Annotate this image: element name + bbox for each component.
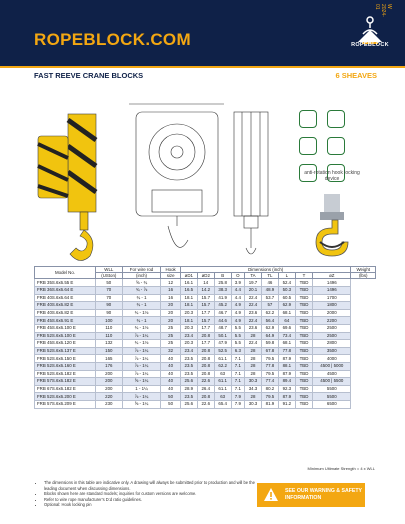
col-wll: WLL	[96, 267, 123, 273]
table-cell: 6.3	[231, 347, 244, 355]
table-cell: 53.7	[261, 294, 278, 302]
table-cell: 28	[245, 393, 262, 401]
table-cell: TBD	[295, 287, 312, 295]
table-cell: 4500 | 5000	[313, 362, 351, 370]
table-cell: TBD	[295, 378, 312, 386]
table-cell: 18.1	[180, 294, 197, 302]
table-cell: TBD	[295, 317, 312, 325]
table-cell: 23.5	[180, 370, 197, 378]
table-cell: ⅝ - 1¼	[122, 378, 161, 386]
table-cell: 22.4	[245, 340, 262, 348]
model-cell: FRB 52S.6x6.182 E	[35, 370, 96, 378]
table-cell: 23.5	[180, 393, 197, 401]
table-cell: 67.8	[261, 347, 278, 355]
table-cell: 14	[197, 279, 214, 287]
sheave-icon	[327, 137, 345, 155]
table-cell: 6500	[313, 400, 351, 408]
table-cell: 4.9	[231, 317, 244, 325]
table-cell: TBD	[295, 279, 312, 287]
table-cell: 63	[214, 370, 231, 378]
table-cell: 2200	[313, 317, 351, 325]
table-cell: TBD	[295, 393, 312, 401]
table-cell: 46.7	[214, 309, 231, 317]
table-cell: 79.5	[261, 355, 278, 363]
table-cell: 2500	[313, 332, 351, 340]
table-cell: 4.9	[231, 309, 244, 317]
table-cell: 110	[96, 332, 123, 340]
table-cell: 87.9	[278, 355, 295, 363]
document-code: W 2024-01	[374, 4, 392, 17]
table-cell: 20	[161, 302, 180, 310]
table-cell: 45.2	[214, 302, 231, 310]
table-cell: 70	[96, 287, 123, 295]
rope-icon	[327, 110, 345, 128]
table-cell: 50.1	[214, 332, 231, 340]
table-cell: 17.7	[197, 324, 214, 332]
table-cell: 40	[161, 385, 180, 393]
col-wire: For wire rod	[122, 267, 161, 273]
table-cell: TBD	[295, 400, 312, 408]
table-cell: 1496	[313, 287, 351, 295]
table-cell: 4500 | 5500	[313, 378, 351, 386]
table-cell: 20.8	[197, 393, 214, 401]
table-row	[35, 355, 376, 363]
table-cell: ¾ - ⅞	[122, 287, 161, 295]
table-cell: 70	[96, 294, 123, 302]
table-cell: 22.4	[245, 317, 262, 325]
table-cell: TBD	[295, 302, 312, 310]
footnote: • Refer to wire rope manufacturer's D:d ratio guidelines.	[44, 497, 259, 503]
model-cell: FRB 67S.6x6.182 E	[35, 385, 96, 393]
table-cell: 61.1	[214, 378, 231, 386]
table-cell: TBD	[295, 332, 312, 340]
end-view	[234, 112, 268, 254]
table-row	[35, 370, 376, 378]
table-cell: 200	[96, 370, 123, 378]
locking-hook-image	[298, 194, 366, 260]
table-cell: 57	[261, 302, 278, 310]
footnote: • The dimensions in this table are indicative only. A drawing will always be submitted prior to production and will be the leading document when discussing dimensions.	[44, 480, 259, 491]
table-cell: 60.5	[278, 294, 295, 302]
table-cell: 5.5	[231, 340, 244, 348]
table-cell: 25	[161, 332, 180, 340]
table-row	[35, 332, 376, 340]
table-cell: 230	[96, 400, 123, 408]
table-cell: 25.8	[214, 279, 231, 287]
table-cell: 7.1	[231, 385, 244, 393]
warning-icon	[263, 487, 279, 503]
table-cell: 176	[96, 362, 123, 370]
table-cell: 20.3	[180, 309, 197, 317]
table-cell: TBD	[295, 362, 312, 370]
front-view	[38, 114, 96, 261]
col-weight-unit: (lbs)	[351, 273, 376, 279]
table-cell: ⅞ - 1¼	[122, 347, 161, 355]
table-cell: 59.8	[261, 340, 278, 348]
table-row	[35, 347, 376, 355]
table-row	[35, 324, 376, 332]
table-cell: 68.1	[278, 309, 295, 317]
table-cell: 64	[278, 317, 295, 325]
table-cell: 30.3	[245, 400, 262, 408]
table-cell: 3500	[313, 347, 351, 355]
model-cell: FRB 40S.6x6.82 E	[35, 309, 96, 317]
table-cell: 150	[96, 347, 123, 355]
model-cell: FRB 40S.6x6.82 E	[35, 302, 96, 310]
table-cell: 40	[161, 355, 180, 363]
table-cell: 5.5	[231, 324, 244, 332]
col-wll-unit: (USton)	[96, 273, 123, 279]
col-hook: Hook	[161, 267, 180, 273]
table-cell: 61.1	[214, 385, 231, 393]
table-cell: 25.6	[180, 378, 197, 386]
table-cell: TBD	[295, 294, 312, 302]
table-cell: 220	[96, 393, 123, 401]
table-cell: 88.1	[278, 362, 295, 370]
table-cell: TBD	[295, 309, 312, 317]
table-cell: 22.6	[197, 378, 214, 386]
table-cell: 5500	[313, 393, 351, 401]
table-cell: 62.9	[261, 324, 278, 332]
table-cell: ⅞ - 1¼	[122, 355, 161, 363]
strength-note: Minimum Ultimate Strength = 4 x WLL	[307, 466, 375, 471]
table-cell: 4000	[313, 355, 351, 363]
table-cell: 5.5	[231, 332, 244, 340]
dim-header: L	[278, 273, 295, 279]
table-cell: ⅞ - 1¼	[122, 370, 161, 378]
table-cell: 7.1	[231, 362, 244, 370]
table-cell: 7.1	[231, 370, 244, 378]
table-cell: 5500	[313, 385, 351, 393]
table-cell: 110	[96, 324, 123, 332]
table-cell: ⅞ - 1¼	[122, 332, 161, 340]
model-cell: FRB 52S.6x6.150 E	[35, 355, 96, 363]
table-cell: 77.8	[278, 347, 295, 355]
table-cell: TBD	[295, 370, 312, 378]
specifications-table	[34, 266, 376, 409]
col-weight: Weight	[351, 267, 376, 273]
table-row	[35, 279, 376, 287]
col-wire-unit: (inch)	[122, 273, 161, 279]
model-cell: FRB 45S.6x6.91 E	[35, 317, 96, 325]
table-cell: 61.1	[214, 355, 231, 363]
model-cell: FRB 52S.6x6.100 E	[35, 332, 96, 340]
table-cell: 28	[245, 332, 262, 340]
table-cell: 23.5	[180, 355, 197, 363]
table-cell: 2800	[313, 340, 351, 348]
table-cell: 22.4	[245, 302, 262, 310]
table-cell: 62.9	[278, 302, 295, 310]
table-cell: 40	[161, 370, 180, 378]
table-cell: 1800	[313, 302, 351, 310]
table-row	[35, 340, 376, 348]
table-cell: 1700	[313, 294, 351, 302]
table-cell: 30.3	[245, 378, 262, 386]
dim-header: TL	[261, 273, 278, 279]
table-cell: 7.1	[231, 378, 244, 386]
table-cell: 69.6	[278, 324, 295, 332]
table-cell: 17.7	[197, 340, 214, 348]
table-cell: 20.8	[197, 347, 214, 355]
col-hook-unit: size	[161, 273, 180, 279]
table-cell: 50	[161, 393, 180, 401]
table-row	[35, 362, 376, 370]
table-cell: 52.4	[278, 279, 295, 287]
model-cell: FRB 52S.6x6.200 E	[35, 393, 96, 401]
table-cell: 1 - 1¼	[122, 385, 161, 393]
table-cell: 16	[161, 294, 180, 302]
table-cell: 18.1	[180, 317, 197, 325]
table-cell: TBD	[295, 355, 312, 363]
logo-text: ROPEBLOCK	[351, 42, 389, 48]
table-cell: 20.8	[197, 355, 214, 363]
table-cell: 132	[96, 340, 123, 348]
table-cell: 16	[161, 287, 180, 295]
footnotes-list	[38, 480, 259, 508]
table-cell: 23.5	[180, 362, 197, 370]
table-cell: TBD	[295, 385, 312, 393]
model-cell: FRB 52S.6x6.160 E	[35, 362, 96, 370]
table-cell: 56.4	[261, 317, 278, 325]
table-cell: 77.8	[261, 362, 278, 370]
table-cell: ¾ - 1⅛	[122, 309, 161, 317]
dim-header: TA	[245, 273, 262, 279]
table-row	[35, 302, 376, 310]
table-cell: 44.6	[214, 317, 231, 325]
table-cell: 16.5	[180, 287, 197, 295]
table-cell: 38.3	[214, 287, 231, 295]
table-cell: ⅞ - 1¼	[122, 393, 161, 401]
table-cell: 77.4	[261, 378, 278, 386]
dim-header: T	[295, 273, 312, 279]
model-cell: FRB 57S.6x6.182 E	[35, 378, 96, 386]
model-cell: FRB 57S.6x6.209 E	[35, 400, 96, 408]
table-cell: 87.9	[278, 370, 295, 378]
dim-header: øZ	[313, 273, 351, 279]
table-cell: 7.1	[231, 355, 244, 363]
table-row	[35, 309, 376, 317]
model-cell: FRB 52S.6x6.137 E	[35, 347, 96, 355]
table-cell: 25	[161, 340, 180, 348]
table-cell: 20.8	[197, 370, 214, 378]
table-cell: 20.3	[180, 340, 197, 348]
table-cell: 20	[161, 309, 180, 317]
page-title: FAST REEVE CRANE BLOCKS	[34, 71, 144, 80]
table-cell: 14.2	[197, 287, 214, 295]
table-cell: 28.9	[180, 385, 197, 393]
crane-block-drawing	[34, 100, 284, 270]
table-cell: 65.4	[214, 400, 231, 408]
table-cell: 52.5	[214, 347, 231, 355]
ropeblock-logo-icon	[350, 14, 390, 58]
table-cell: 90	[96, 302, 123, 310]
table-cell: 68.1	[278, 340, 295, 348]
table-cell: 47.9	[214, 340, 231, 348]
table-cell: 28	[245, 362, 262, 370]
table-cell: 62.2	[214, 362, 231, 370]
table-cell: 4.9	[231, 302, 244, 310]
model-cell: FRB 35S.6x6.55 E	[35, 279, 96, 287]
table-cell: 41.9	[214, 294, 231, 302]
table-cell: 25.6	[180, 400, 197, 408]
model-cell: FRB 45S.6x6.100 E	[35, 324, 96, 332]
safety-warning-button[interactable]	[257, 483, 365, 507]
safety-warning-label: SEE OUR WARNING & SAFETY INFORMATION	[285, 488, 362, 501]
table-cell: 25	[161, 324, 180, 332]
table-cell: 12	[161, 279, 180, 287]
table-cell: ¾ - 1⅛	[122, 324, 161, 332]
table-cell: 34.3	[245, 385, 262, 393]
table-cell: 4500	[313, 370, 351, 378]
footnote: • Optional: Hook locking pin	[44, 502, 259, 508]
dim-header: O	[231, 273, 244, 279]
table-cell: ⅝ - 1¼	[122, 400, 161, 408]
page-header	[0, 0, 405, 68]
table-cell: 89.4	[278, 378, 295, 386]
col-model: Model No.	[35, 267, 96, 279]
table-cell: ¾ - 1	[122, 294, 161, 302]
table-row	[35, 385, 376, 393]
table-cell: TBD	[295, 340, 312, 348]
table-cell: 46	[261, 279, 278, 287]
table-cell: 40	[161, 362, 180, 370]
table-cell: TBD	[295, 324, 312, 332]
table-cell: 40	[161, 378, 180, 386]
table-cell: 81.9	[261, 400, 278, 408]
table-cell: 15.7	[197, 302, 214, 310]
brand-title[interactable]: ROPEBLOCK.COM	[34, 30, 191, 49]
table-cell: ¾ - 1	[122, 302, 161, 310]
table-cell: 62.2	[261, 309, 278, 317]
table-cell: 50	[96, 279, 123, 287]
table-row	[35, 317, 376, 325]
table-cell: 87.9	[278, 393, 295, 401]
table-cell: 7.9	[231, 393, 244, 401]
table-cell: 19.7	[245, 279, 262, 287]
col-dimensions: Dimensions (inch)	[180, 267, 351, 273]
table-cell: 23.4	[180, 347, 197, 355]
model-cell: FRB 36S.6x6.64 E	[35, 287, 96, 295]
table-cell: 20.8	[197, 362, 214, 370]
table-row	[35, 287, 376, 295]
dim-header: øD1	[180, 273, 197, 279]
table-cell: 200	[96, 378, 123, 386]
table-cell: 20	[161, 317, 180, 325]
header-accent-line	[0, 66, 405, 68]
table-cell: 48.7	[214, 324, 231, 332]
certification-icon	[299, 110, 317, 128]
table-cell: ⅝ - ¾	[122, 279, 161, 287]
table-cell: 48.9	[261, 287, 278, 295]
table-cell: 32	[161, 347, 180, 355]
table-cell: 4.4	[231, 294, 244, 302]
hook-locking-note: anti-rotation hook locking device	[304, 170, 360, 182]
table-row	[35, 393, 376, 401]
table-cell: 50.3	[278, 287, 295, 295]
table-cell: 2500	[313, 324, 351, 332]
table-cell: 15.7	[197, 294, 214, 302]
table-cell: 18.1	[180, 302, 197, 310]
sheaves-label: 6 SHEAVES	[335, 71, 377, 80]
footnote: • Blocks shown here are standard models; inquiries for custom versions are welcome.	[44, 491, 259, 497]
hook-icon	[299, 137, 317, 155]
table-cell: TBD	[295, 347, 312, 355]
table-cell: 90	[96, 309, 123, 317]
table-cell: 91.2	[278, 400, 295, 408]
table-row	[35, 378, 376, 386]
table-cell: 20.3	[180, 324, 197, 332]
table-cell: 200	[96, 385, 123, 393]
table-cell: 23.6	[245, 309, 262, 317]
side-view	[129, 104, 224, 247]
table-cell: 16.1	[180, 279, 197, 287]
table-row	[35, 294, 376, 302]
table-cell: 79.5	[261, 370, 278, 378]
table-cell: 3.9	[231, 279, 244, 287]
table-cell: 23.6	[245, 324, 262, 332]
table-cell: ⅞ - 1¼	[122, 362, 161, 370]
table-cell: 2000	[313, 309, 351, 317]
table-cell: 92.3	[278, 385, 295, 393]
table-cell: 63	[214, 393, 231, 401]
table-cell: 64.9	[261, 332, 278, 340]
table-cell: 50	[161, 400, 180, 408]
table-cell: 79.5	[261, 393, 278, 401]
table-cell: 22.4	[245, 294, 262, 302]
table-cell: 17.7	[197, 309, 214, 317]
table-cell: 26.4	[197, 385, 214, 393]
model-cell: FRB 40S.6x6.64 E	[35, 294, 96, 302]
table-cell: 1496	[313, 279, 351, 287]
table-cell: 23.4	[180, 332, 197, 340]
table-cell: 80.2	[261, 385, 278, 393]
model-cell: FRB 45S.6x6.120 E	[35, 340, 96, 348]
table-cell: 73.4	[278, 332, 295, 340]
dim-header: B	[214, 273, 231, 279]
table-cell: 4.4	[231, 287, 244, 295]
table-cell: 20.8	[197, 332, 214, 340]
table-cell: 28	[245, 347, 262, 355]
table-body	[35, 279, 376, 408]
table-cell: 28	[245, 370, 262, 378]
table-cell: 100	[96, 317, 123, 325]
table-cell: 20.1	[245, 287, 262, 295]
table-cell: 22.6	[197, 400, 214, 408]
table-cell: 7.9	[231, 400, 244, 408]
table-cell: ¾ - 1⅛	[122, 340, 161, 348]
table-cell: 165	[96, 355, 123, 363]
table-cell: 28	[245, 355, 262, 363]
dim-header: øD2	[197, 273, 214, 279]
table-row	[35, 400, 376, 408]
table-cell: 15.7	[197, 317, 214, 325]
table-cell: ¾ - 1	[122, 317, 161, 325]
